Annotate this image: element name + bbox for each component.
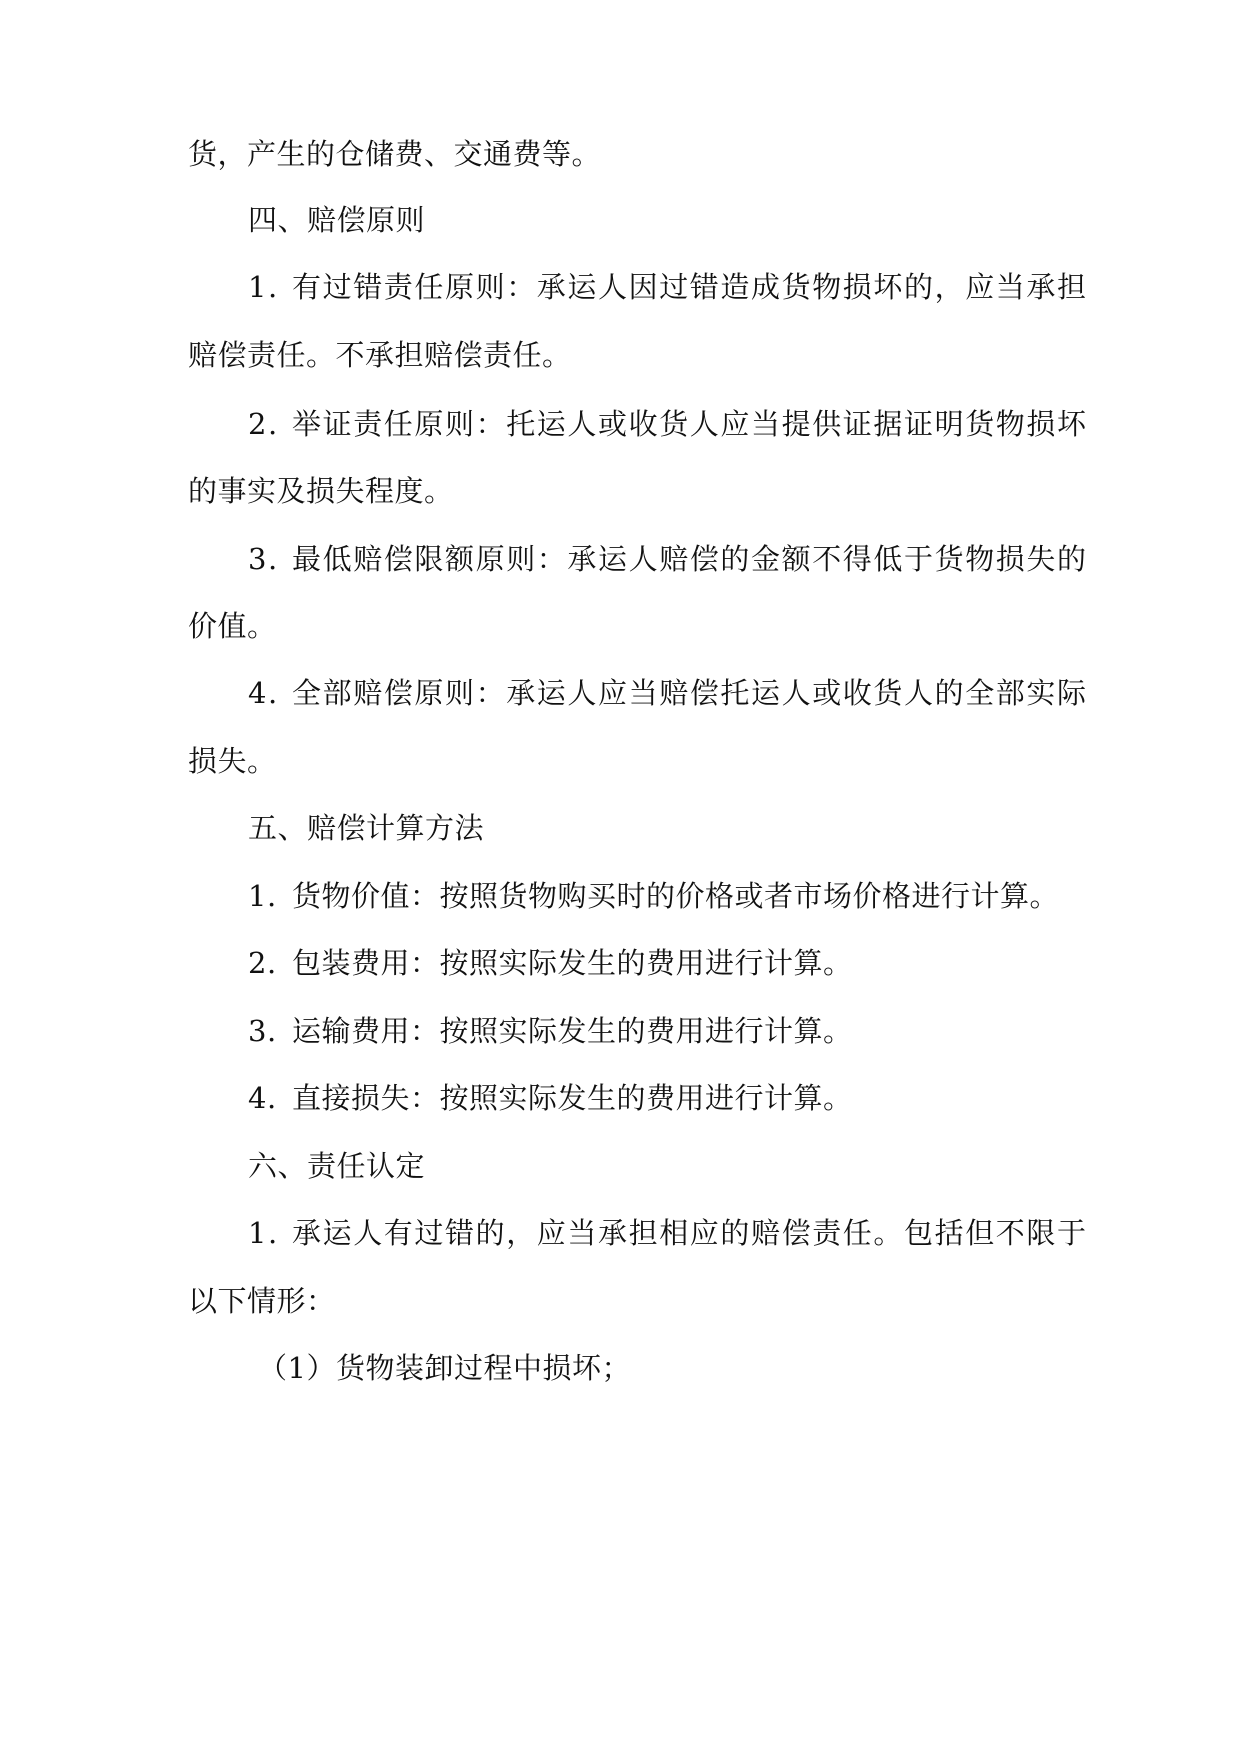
section-heading-liability — [248, 1146, 425, 1186]
sub-item-text: （1）货物装卸过程中损坏； — [258, 1351, 631, 1385]
line-text: 货，产生的仓储费、交通费等。 — [188, 137, 602, 171]
sub-item-1 — [258, 1348, 631, 1388]
list-item-principle-2 — [248, 404, 1088, 444]
list-item-method-3 — [248, 1011, 853, 1051]
list-item-number: 1. — [248, 270, 279, 304]
list-item-continuation — [188, 606, 277, 646]
heading-text: 六、责任认定 — [248, 1149, 426, 1183]
list-item-number: 3. — [248, 542, 279, 576]
paragraph-continuation-line — [188, 134, 601, 174]
line-text: 赔偿责任。不承担赔偿责任。 — [188, 338, 572, 372]
list-item-number: 2. — [248, 946, 277, 980]
list-item-number: 3. — [248, 1014, 277, 1048]
list-item-number: 4. — [248, 676, 279, 710]
list-item-text: 全部赔偿原则：承运人应当赔偿托运人或收货人的全部实际 — [292, 676, 1088, 710]
heading-text: 四、赔偿原则 — [248, 203, 426, 237]
section-heading-calculation-method — [248, 808, 484, 848]
list-item-continuation — [188, 471, 454, 511]
list-item-text: 包装费用：按照实际发生的费用进行计算。 — [292, 946, 853, 980]
list-item-number: 1. — [248, 879, 277, 913]
list-item-principle-3 — [248, 539, 1088, 579]
list-item-continuation — [188, 741, 277, 781]
list-item-number: 4. — [248, 1081, 277, 1115]
line-text: 价值。 — [188, 609, 277, 643]
list-item-text: 运输费用：按照实际发生的费用进行计算。 — [292, 1014, 853, 1048]
list-item-number: 1. — [248, 1216, 279, 1250]
line-text: 以下情形： — [188, 1284, 336, 1318]
list-item-method-2 — [248, 943, 853, 983]
section-heading-compensation-principles — [248, 200, 425, 240]
list-item-liability-1 — [248, 1213, 1088, 1253]
list-item-text: 举证责任原则：托运人或收货人应当提供证据证明货物损坏 — [292, 407, 1088, 441]
list-item-principle-1 — [248, 267, 1088, 307]
list-item-method-1 — [248, 876, 1059, 916]
list-item-text: 承运人有过错的，应当承担相应的赔偿责任。包括但不限于 — [292, 1216, 1088, 1250]
list-item-principle-4 — [248, 673, 1088, 713]
line-text: 损失。 — [188, 744, 277, 778]
heading-text: 五、赔偿计算方法 — [248, 811, 485, 845]
list-item-text: 直接损失：按照实际发生的费用进行计算。 — [292, 1081, 853, 1115]
list-item-text: 最低赔偿限额原则：承运人赔偿的金额不得低于货物损失的 — [292, 542, 1088, 576]
list-item-number: 2. — [248, 407, 279, 441]
list-item-continuation — [188, 335, 572, 375]
list-item-continuation — [188, 1281, 336, 1321]
list-item-text: 有过错责任原则：承运人因过错造成货物损坏的，应当承担 — [292, 270, 1088, 304]
list-item-text: 货物价值：按照货物购买时的价格或者市场价格进行计算。 — [292, 879, 1060, 913]
line-text: 的事实及损失程度。 — [188, 474, 454, 508]
list-item-method-4 — [248, 1078, 853, 1118]
